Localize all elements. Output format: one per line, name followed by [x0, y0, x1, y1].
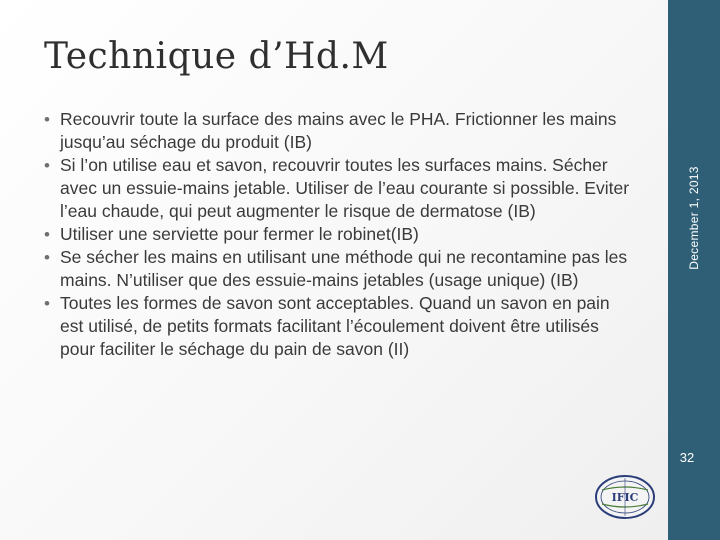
- bullet-marker: •: [44, 248, 50, 267]
- bullet-item: [40, 108, 632, 154]
- bullet-marker: •: [44, 156, 50, 175]
- page-number: 32: [679, 450, 695, 465]
- bullet-text: Se sécher les mains en utilisant une méthode qui ne recontamine pas les mains. N’utiliser que des essuie-mains jetables (usage unique) (IB): [60, 247, 628, 290]
- bullet-item: [40, 246, 632, 292]
- slide-date: [684, 166, 704, 270]
- ific-globe-logo-icon: [594, 474, 656, 520]
- bullet-item: [40, 223, 632, 246]
- date-text: December 1, 2013: [687, 166, 701, 270]
- bullet-marker: •: [44, 110, 50, 129]
- bullet-text: Utiliser une serviette pour fermer le robinet(IB): [60, 224, 419, 244]
- bullet-item: [40, 292, 632, 361]
- bullet-text: Si l’on utilise eau et savon, recouvrir toutes les surfaces mains. Sécher avec un essuie-mains jetable. Utiliser de l’eau courante si possible. Eviter l’eau chaude, qui peut augmenter le risque de dermatose (IB): [60, 155, 630, 221]
- bullet-text: Toutes les formes de savon sont acceptables. Quand un savon en pain est utilisé, de petits formats facilitant l’écoulement doivent être utilisés pour faciliter le séchage du pain de savon (II): [60, 293, 610, 359]
- bullet-marker: •: [44, 294, 50, 313]
- bullet-item: [40, 154, 632, 223]
- bullet-text: Recouvrir toute la surface des mains avec le PHA. Frictionner les mains jusqu’au séchage du produit (IB): [60, 109, 617, 152]
- slide-title: Technique d’Hd.M: [44, 36, 389, 77]
- bullet-list: [40, 108, 632, 361]
- logo-text: IFIC: [611, 491, 639, 504]
- bullet-marker: •: [44, 225, 50, 244]
